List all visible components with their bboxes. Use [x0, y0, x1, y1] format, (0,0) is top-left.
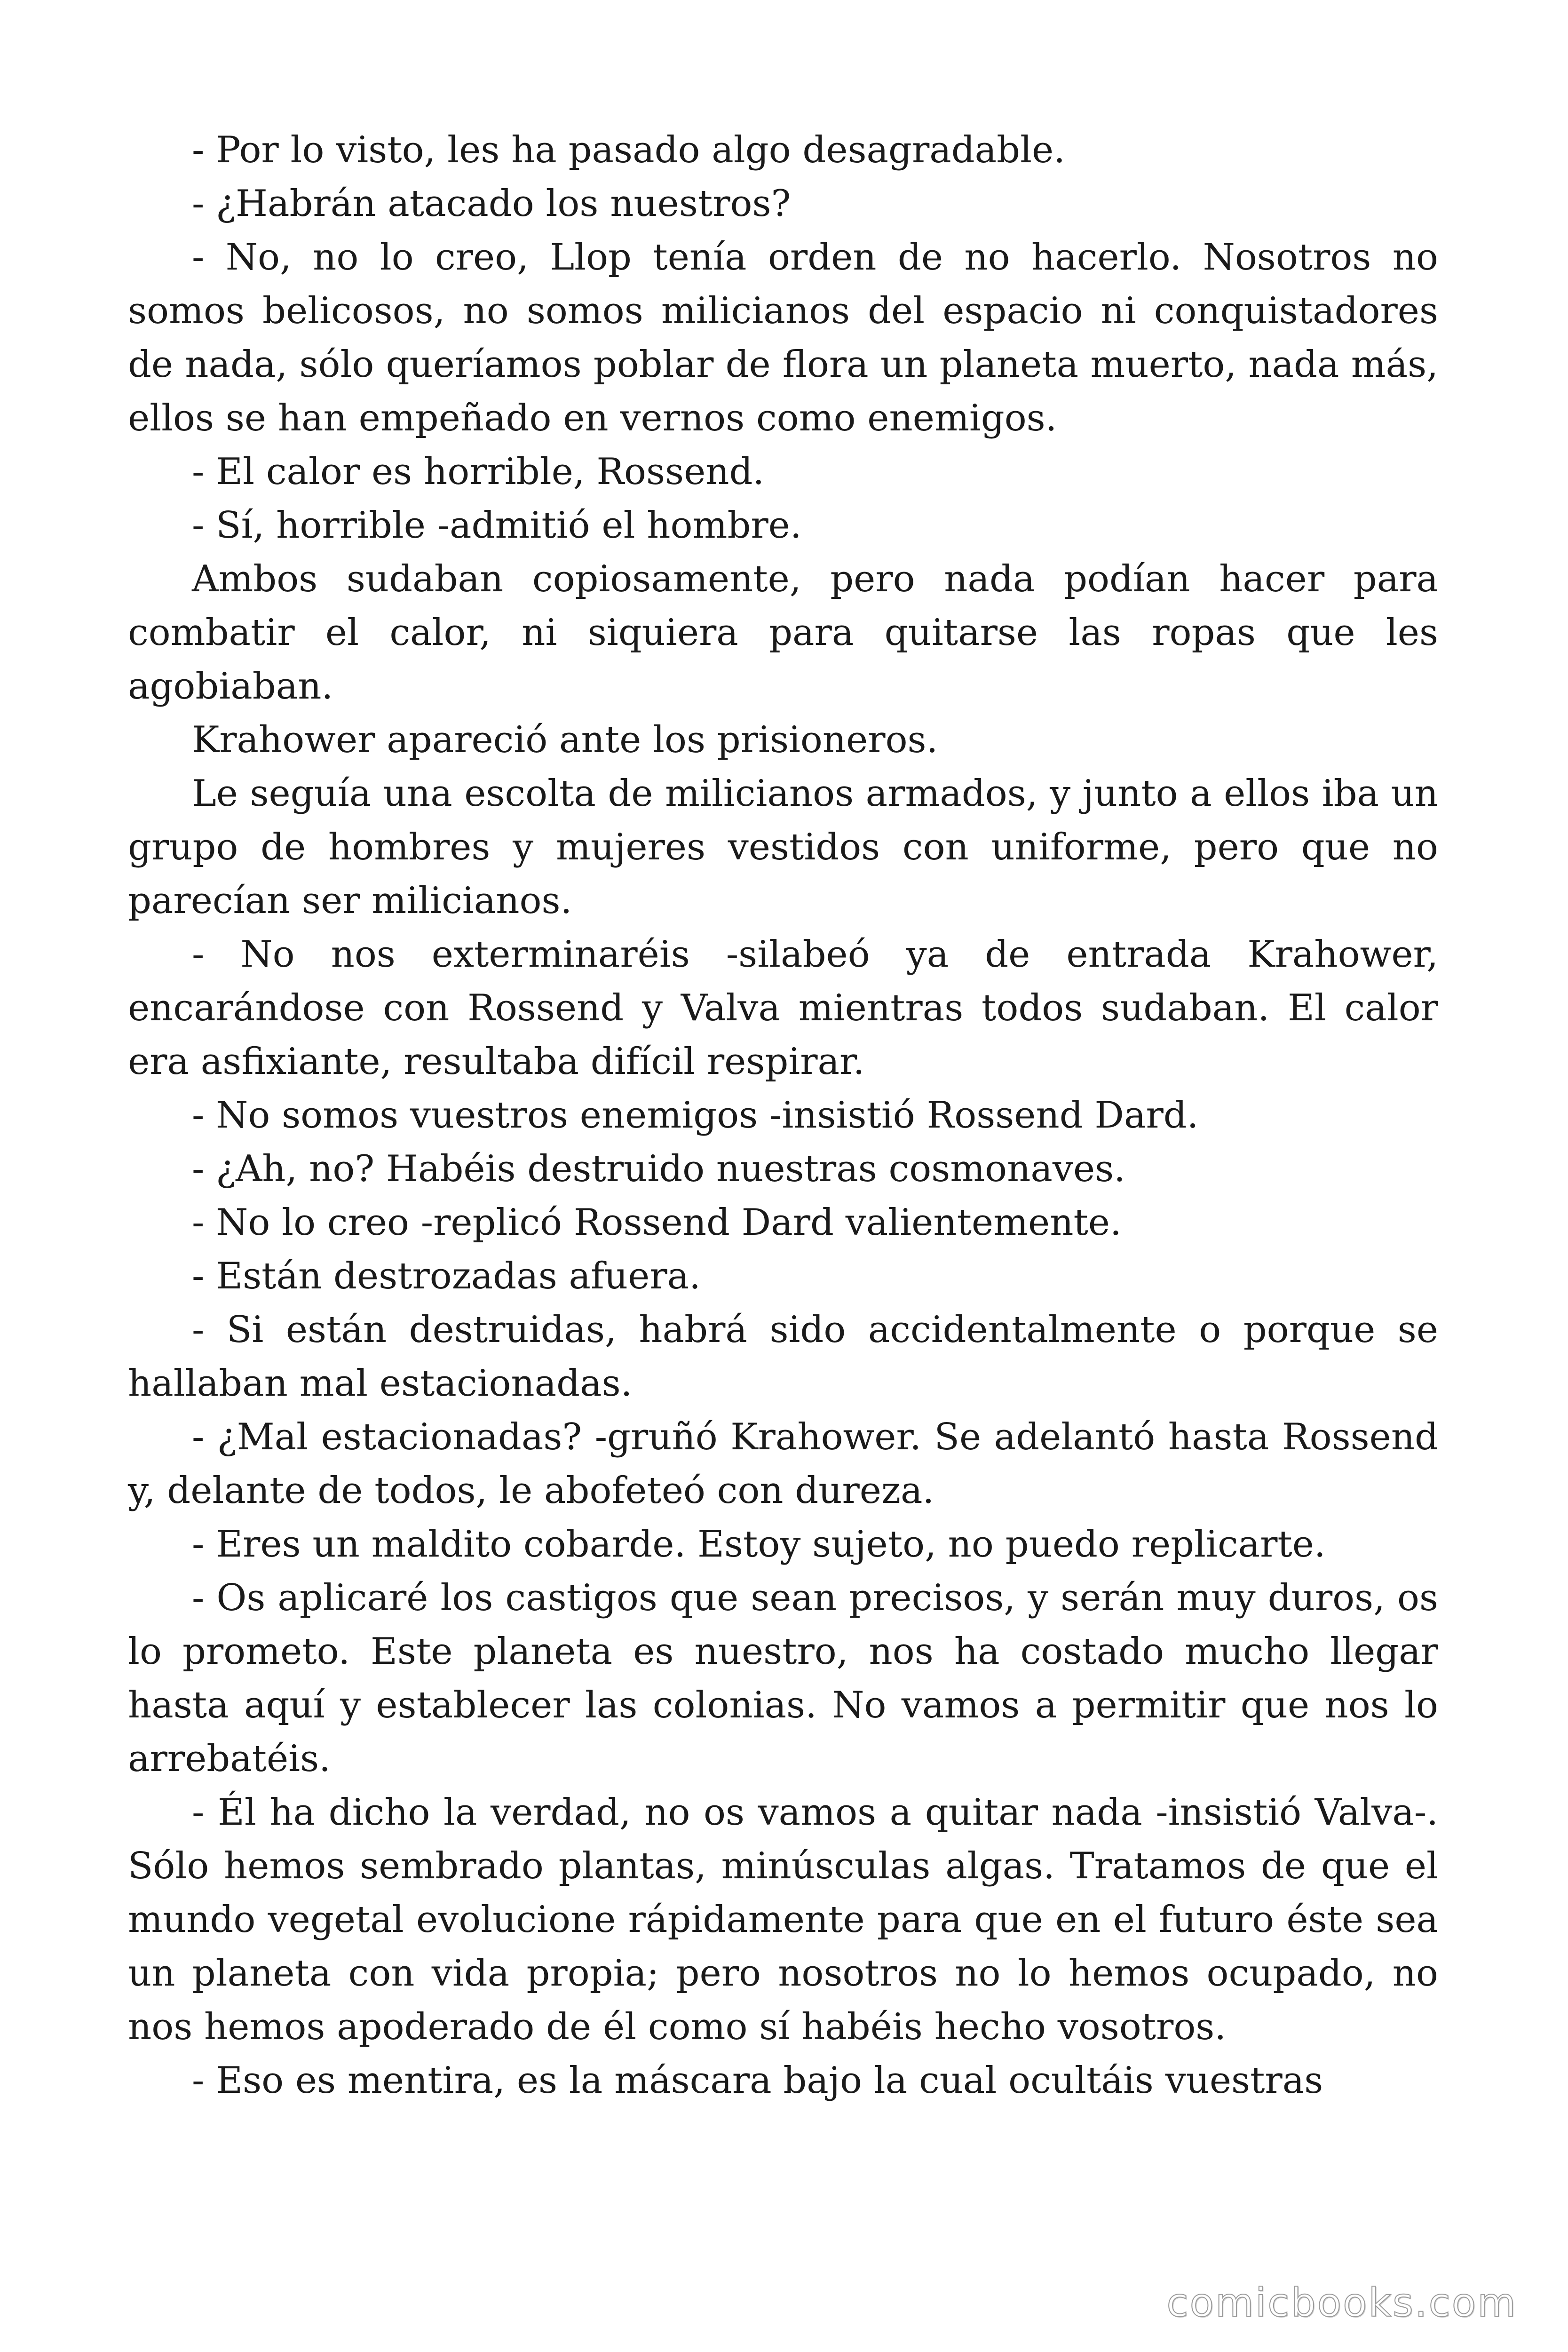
paragraph: - ¿Ah, no? Habéis destruido nuestras cosmonaves.	[192, 1148, 1125, 1190]
paragraph: - No nos exterminaréis -silabeó ya de entrada Krahower, encarándose con Rossend y Valva mientras todos sudaban. El calor era asfixiante, resultaba difícil respirar.	[128, 933, 1438, 1083]
paragraph: - ¿Habrán atacado los nuestros?	[192, 183, 791, 225]
paragraph: Krahower apareció ante los prisioneros.	[192, 719, 938, 761]
paragraph: Le seguía una escolta de milicianos armados, y junto a ellos iba un grupo de hombres y mujeres vestidos con uniforme, pero que no parecían ser milicianos.	[128, 772, 1438, 922]
paragraph: - ¿Mal estacionadas? -gruñó Krahower. Se adelantó hasta Rossend y, delante de todos, le abofeteó con dureza.	[128, 1416, 1438, 1512]
paragraph: Ambos sudaban copiosamente, pero nada podían hacer para combatir el calor, ni siquiera para quitarse las ropas que les agobiaban.	[128, 558, 1438, 707]
paragraph: - El calor es horrible, Rossend.	[192, 451, 765, 493]
paragraph: - Os aplicaré los castigos que sean precisos, y serán muy duros, os lo prometo. Este planeta es nuestro, nos ha costado mucho llegar hasta aquí y establecer las colonias. No vamos a permitir que nos lo arrebatéis.	[128, 1577, 1438, 1780]
watermark: comicbooks.com	[1166, 2280, 1517, 2326]
paragraph: - Están destrozadas afuera.	[192, 1255, 701, 1297]
paragraph: - No somos vuestros enemigos -insistió Rossend Dard.	[192, 1094, 1199, 1136]
paragraph: - Si están destruidas, habrá sido accidentalmente o porque se hallaban mal estacionadas.	[128, 1309, 1438, 1405]
page-body-text	[128, 123, 1438, 2107]
paragraph: - Él ha dicho la verdad, no os vamos a quitar nada -insistió Valva-. Sólo hemos sembrado plantas, minúsculas algas. Tratamos de que el mundo vegetal evolucione rápidamente para que en el futuro éste sea un planeta con vida propia; pero nosotros no lo hemos ocupado, no nos hemos apoderado de él como sí habéis hecho vosotros.	[128, 1791, 1438, 2048]
paragraph: - No, no lo creo, Llop tenía orden de no hacerlo. Nosotros no somos belicosos, no somos milicianos del espacio ni conquistadores de nada, sólo queríamos poblar de flora un planeta muerto, nada más, ellos se han empeñado en vernos como enemigos.	[128, 236, 1438, 439]
paragraph: - No lo creo -replicó Rossend Dard valientemente.	[192, 1201, 1122, 1244]
paragraph: - Sí, horrible -admitió el hombre.	[192, 504, 802, 547]
paragraph: - Por lo visto, les ha pasado algo desagradable.	[192, 129, 1065, 171]
paragraph: - Eres un maldito cobarde. Estoy sujeto, no puedo replicarte.	[192, 1523, 1326, 1565]
paragraph: - Eso es mentira, es la máscara bajo la cual ocultáis vuestras	[192, 2059, 1323, 2102]
